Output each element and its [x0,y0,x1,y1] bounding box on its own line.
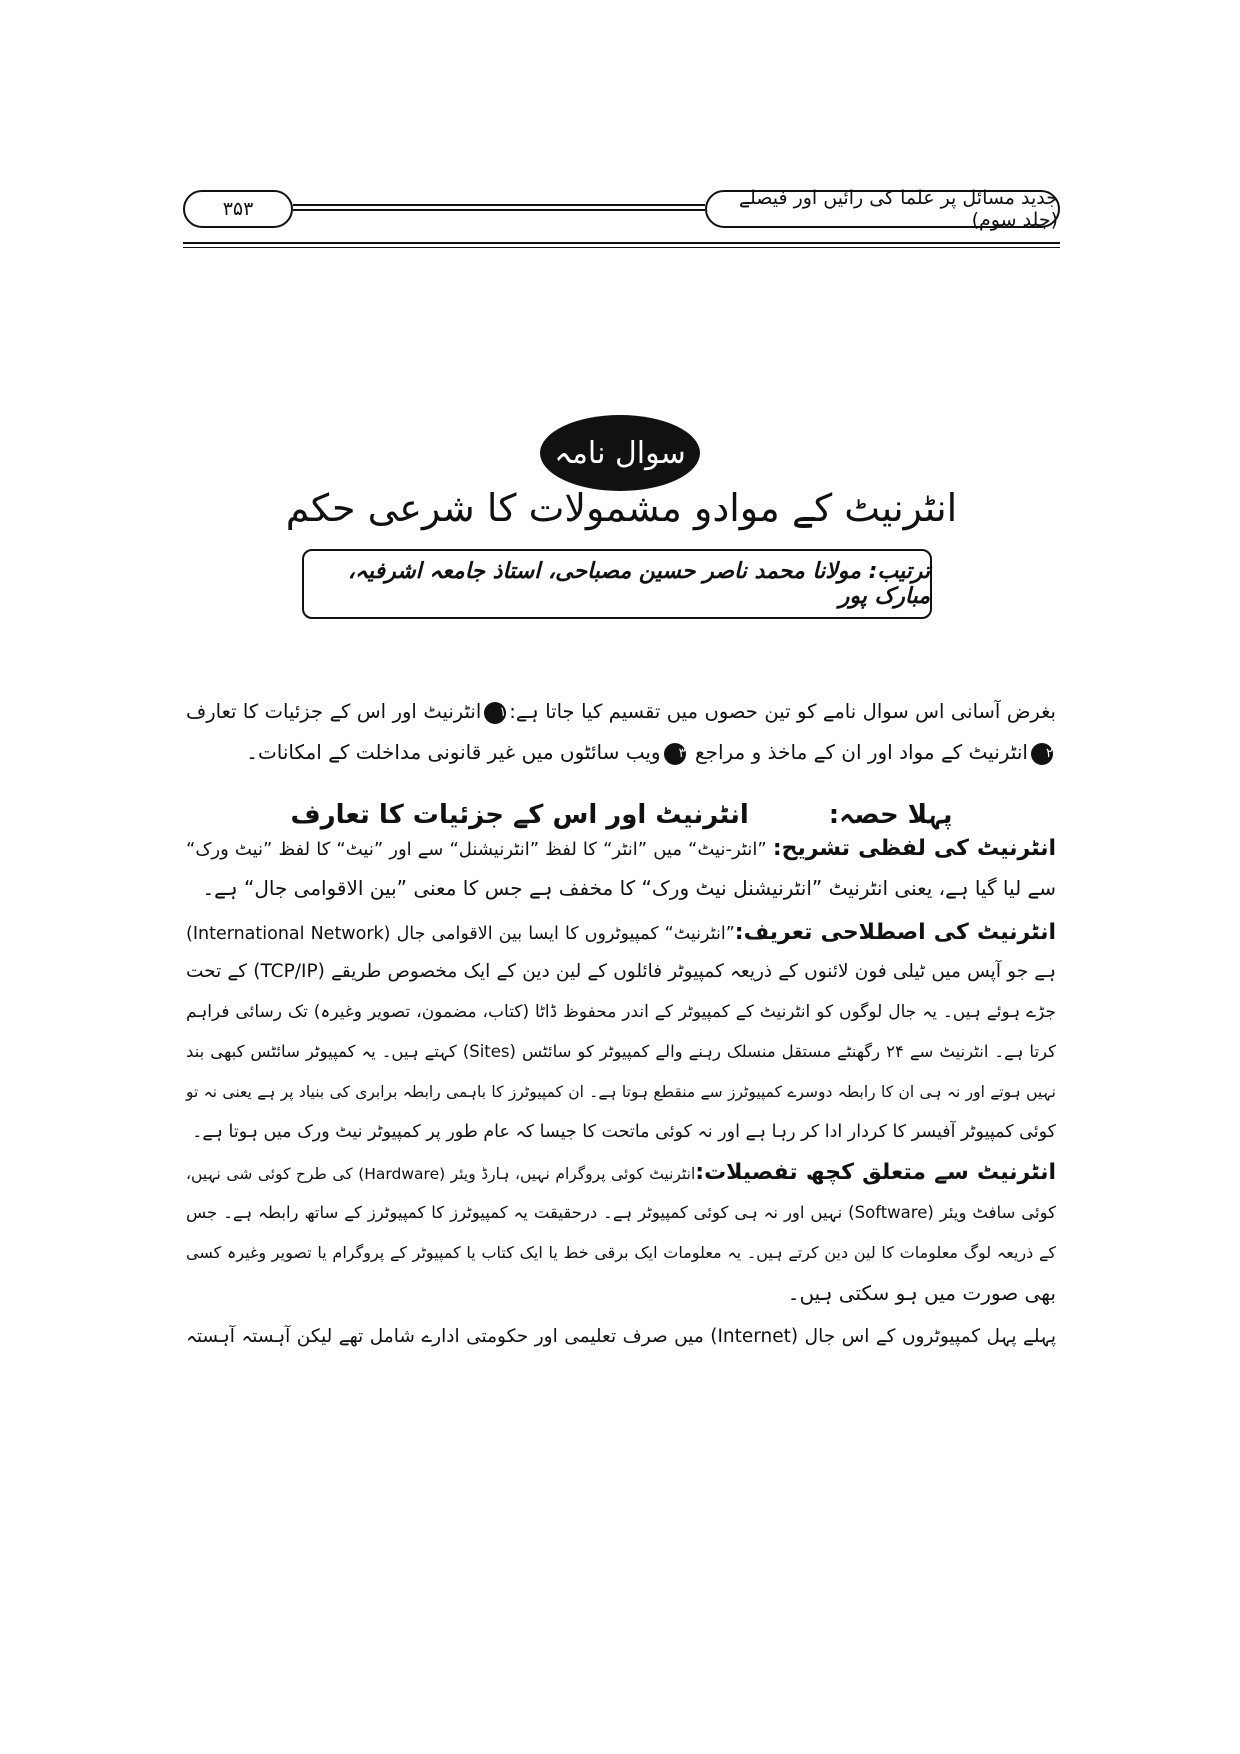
paragraph-line: کوئی سافٹ ویئر (Software) نہیں اور نہ ہی کوئی کمپیوٹر ہے۔ درحقیقت یہ کمپیوٹرز کا کمپیوٹرز کے ساتھ رابطہ ہے۔ جس [186,1203,1056,1222]
book-title: جدید مسائل پر علما کی رائیں اور فیصلے (جلد سوم) [705,190,1060,228]
paragraph-line: نہیں ہوتے اور نہ ہی ان کا رابطہ دوسرے کمپیوٹرز سے منقطع ہوتا ہے۔ ان کمپیوٹرز کا باہمی رابطہ برابری کی بنیاد پر ہے یعنی نہ تو [186,1083,1056,1101]
paragraph-line: پہلے پہل کمپیوٹروں کے اس جال (Internet) میں صرف تعلیمی اور حکومتی ادارے شامل تھے لیکن آہستہ آہستہ [186,1326,1056,1347]
paragraph-line: جڑے ہوئے ہیں۔ یہ جال لوگوں کو انٹرنیٹ کے کمپیوٹر کے اندر محفوظ ڈاٹا (کتاب، مضمون، تصویر وغیرہ) تک رسائی فراہم [186,1002,1056,1022]
page-title: انٹرنیٹ کے موادو مشمولات کا شرعی حکم [285,486,958,530]
section-title: انٹرنیٹ اور اس کے جزئیات کا تعارف [290,800,749,830]
intro-item: ویب سائٹوں میں غیر قانونی مداخلت کے امکانات۔ [246,740,661,764]
paragraph-line [186,918,1056,949]
byline-box: ترتیب: مولانا محمد ناصر حسین مصباحی، استاذ جامعہ اشرفیہ، مبارک پور [302,549,932,619]
page-number: ۳۵۳ [183,190,293,228]
paragraph-line [186,834,1056,865]
header-divider [183,242,1060,248]
text: انٹرنیٹ کوئی پروگرام نہیں، ہارڈ ویئر (Hardware) کی طرح کوئی شی نہیں، [186,1165,696,1183]
paragraph-line: ہے جو آپس میں ٹیلی فون لائنوں کے ذریعہ کمپیوٹر فائلوں کے لین دین کے ایک مخصوص طریقے (TCP/IP) کے تحت [186,961,1056,982]
paragraph-line: کرتا ہے۔ انٹرنیٹ سے ۲۴ رگھنٹے مستقل منسلک رہنے والے کمپیوٹر کو سائٹس (Sites) کہتے ہیں۔ یہ کمپیوٹر سائٹس کبھی بند [186,1042,1056,1061]
paragraph-line: سے لیا گیا ہے، یعنی انٹرنیٹ ”انٹرنیشنل نیٹ ورک“ کا مخفف ہے جس کا معنی ”بین الاقوامی جال“ ہے۔ [202,876,1056,900]
number-badge: ۳ [664,743,686,765]
questionnaire-badge: سوال نامہ [540,415,700,491]
paragraph-lead: انٹرنیٹ سے متعلق کچھ تفصیلات: [695,1160,1057,1185]
paragraph-line: کے ذریعہ لوگ معلومات کا لین دین کرتے ہیں۔ یہ معلومات ایک برقی خط یا ایک کتاب یا کمپیوٹر کے پروگرام یا تصویر وغیرہ کسی [186,1243,1056,1262]
paragraph-line: بھی صورت میں ہو سکتی ہیں۔ [787,1281,1056,1305]
paragraph-lead: انٹرنیٹ کی لفظی تشریح: [772,836,1056,861]
number-badge: ۱ [484,702,506,724]
paragraph-lead: انٹرنیٹ کی اصطلاحی تعریف: [734,920,1057,945]
section-heading [183,800,1060,830]
paragraph-line [186,1158,1056,1189]
section-label: پہلا حصہ: [828,800,953,830]
intro-line-2 [186,737,1056,767]
intro-item: انٹرنیٹ کے مواد اور ان کے ماخذ و مراجع [694,740,1028,764]
number-badge: ۲ [1031,743,1053,765]
header-rule [293,204,705,211]
running-header [183,187,1060,234]
intro-line-1 [186,697,1056,727]
text: ”انٹر-نیٹ“ میں ”انٹر“ کا لفظ ”انٹرنیشنل“ سے اور ”نیٹ“ کا لفظ ”نیٹ ورک“ [186,839,767,860]
text: ”انٹرنیٹ“ کمپیوٹروں کا ایسا بین الاقوامی جال (International Network) [186,924,735,944]
intro-text: بغرض آسانی اس سوال نامے کو تین حصوں میں تقسیم کیا جاتا ہے: [509,700,1056,723]
intro-item: انٹرنیٹ اور اس کے جزئیات کا تعارف [186,700,482,723]
paragraph-line: کوئی کمپیوٹر آفیسر کا کردار ادا کر رہا ہے اور نہ کوئی ماتحت کا جیسا کہ عام طور پر کمپیوٹر نیٹ ورک میں ہوتا ہے۔ [192,1122,1056,1142]
